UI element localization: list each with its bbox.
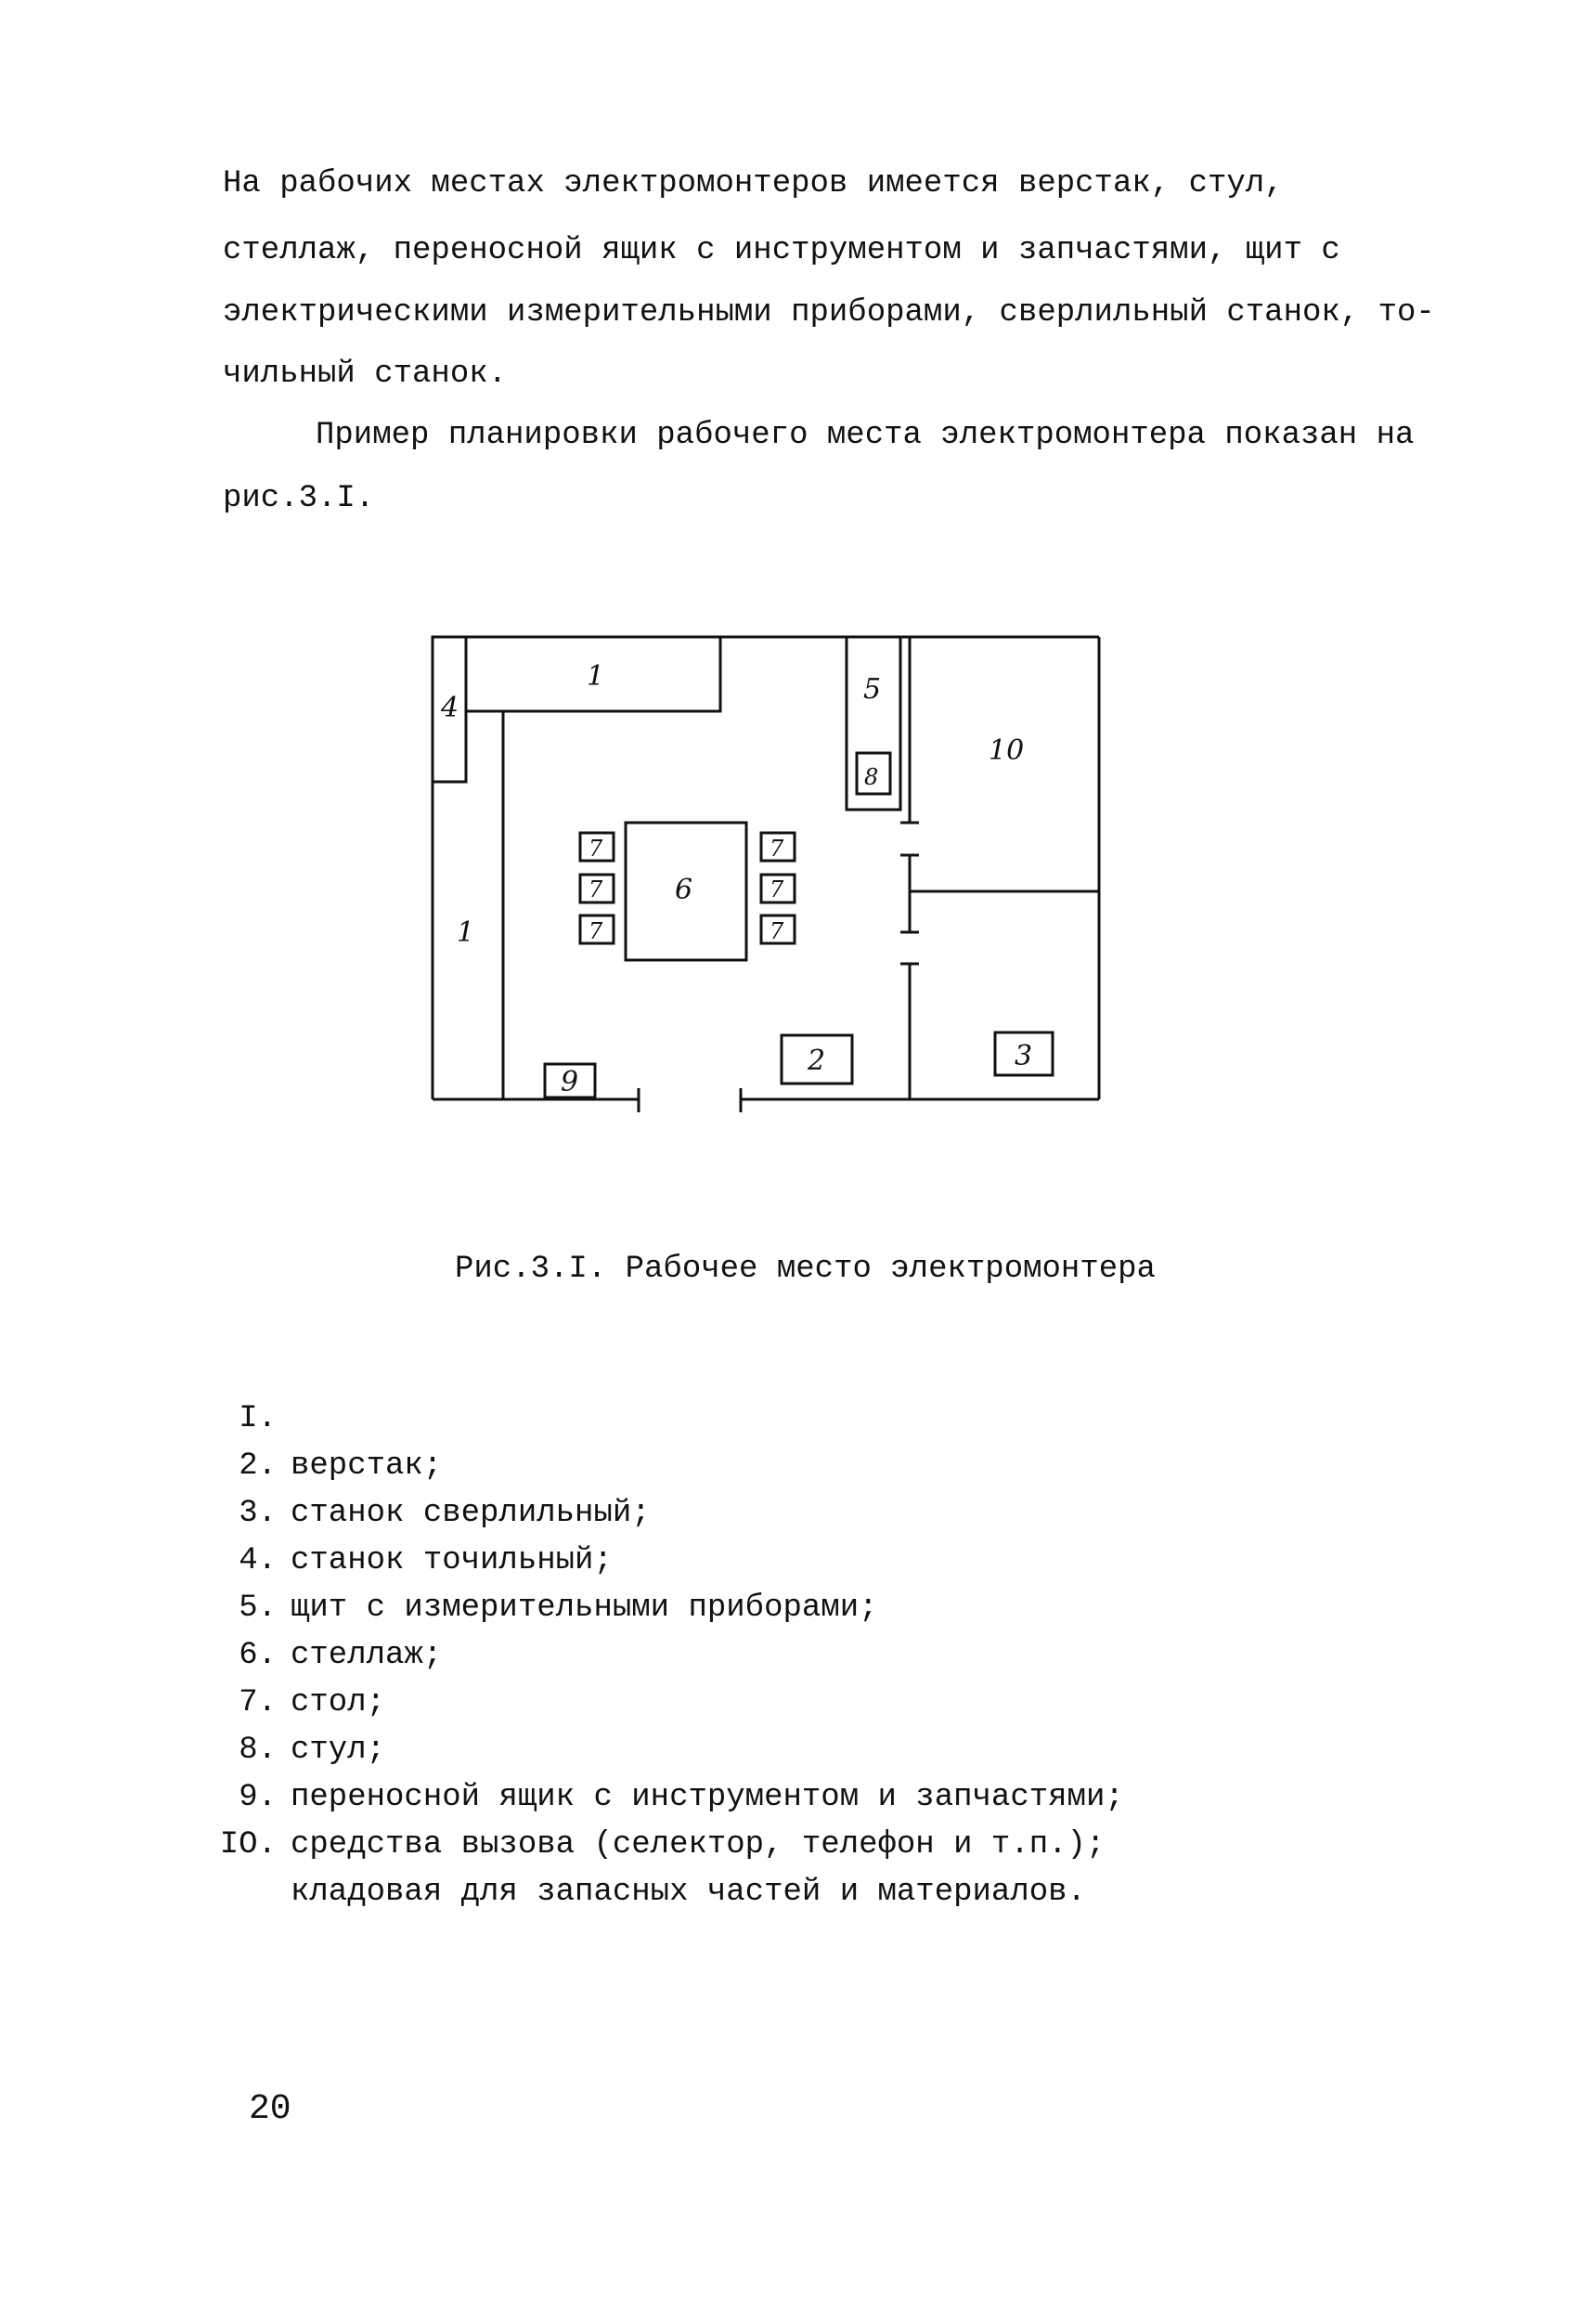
label-chair: 7	[589, 836, 603, 862]
label-workbench-left: 1	[457, 916, 475, 949]
legend-number: 4.	[239, 1543, 277, 1578]
label-toolbox: 8	[864, 764, 879, 790]
legend-number: 9.	[239, 1780, 277, 1815]
legend-item	[212, 1348, 1233, 1484]
label-chair: 7	[770, 918, 784, 944]
legend-number: 3.	[239, 1496, 277, 1531]
page-number: 20	[249, 2089, 291, 2129]
paragraph-2-line-1: Пример планировки рабочего места электромонтера показан на	[316, 418, 1415, 453]
label-chair: 7	[589, 918, 603, 944]
legend-text: щит с измерительными приборами;	[291, 1590, 878, 1626]
label-rack: 5	[863, 673, 882, 706]
label-chair: 7	[770, 836, 784, 862]
legend-number: 8.	[239, 1733, 277, 1768]
paragraph-1-line-1: На рабочих местах электромонтеров имеется верстак, стул,	[223, 166, 1284, 201]
label-chair: 7	[589, 876, 603, 902]
paragraph-1-line-3: электрическими измерительными приборами, сверлильный станок, то-	[223, 295, 1435, 331]
legend-number: 7.	[239, 1685, 277, 1720]
label-panel: 4	[441, 692, 459, 724]
figure-legend	[212, 1348, 1233, 1910]
label-grinder: 3	[1015, 1040, 1033, 1072]
label-drill: 2	[808, 1045, 826, 1077]
legend-text: кладовая для запасных частей и материалов.	[291, 1875, 1086, 1910]
paragraph-1-line-4: чильный станок.	[223, 357, 508, 392]
legend-text: верстак;	[291, 1448, 443, 1484]
paragraph-2-line-2: рис.3.I.	[223, 481, 375, 516]
legend-text: станок точильный;	[291, 1543, 613, 1578]
legend-text: средства вызова (селектор, телефон и т.п.);	[291, 1827, 1106, 1863]
legend-number: I.	[239, 1401, 277, 1436]
legend-number: 2.	[239, 1448, 277, 1484]
legend-number: 5.	[239, 1590, 277, 1626]
legend-text: стол;	[291, 1685, 386, 1720]
label-table: 6	[675, 874, 693, 906]
label-storage: 10	[989, 734, 1025, 767]
legend-text: станок сверлильный;	[291, 1496, 651, 1531]
label-workbench-top: 1	[587, 660, 605, 693]
figure-caption: Рис.3.I. Рабочее место электромонтера	[455, 1252, 1156, 1287]
label-chair: 7	[770, 876, 784, 902]
legend-number: 6.	[239, 1638, 277, 1673]
paragraph-1-line-2: стеллаж, переносной ящик с инструментом и запчастями, щит с	[223, 233, 1340, 268]
legend-text: стеллаж;	[291, 1638, 443, 1673]
legend-number: IO.	[219, 1827, 277, 1863]
label-call-device: 9	[561, 1066, 579, 1098]
legend-text: переносной ящик с инструментом и запчастями;	[291, 1780, 1124, 1815]
legend-text: стул;	[291, 1733, 386, 1768]
